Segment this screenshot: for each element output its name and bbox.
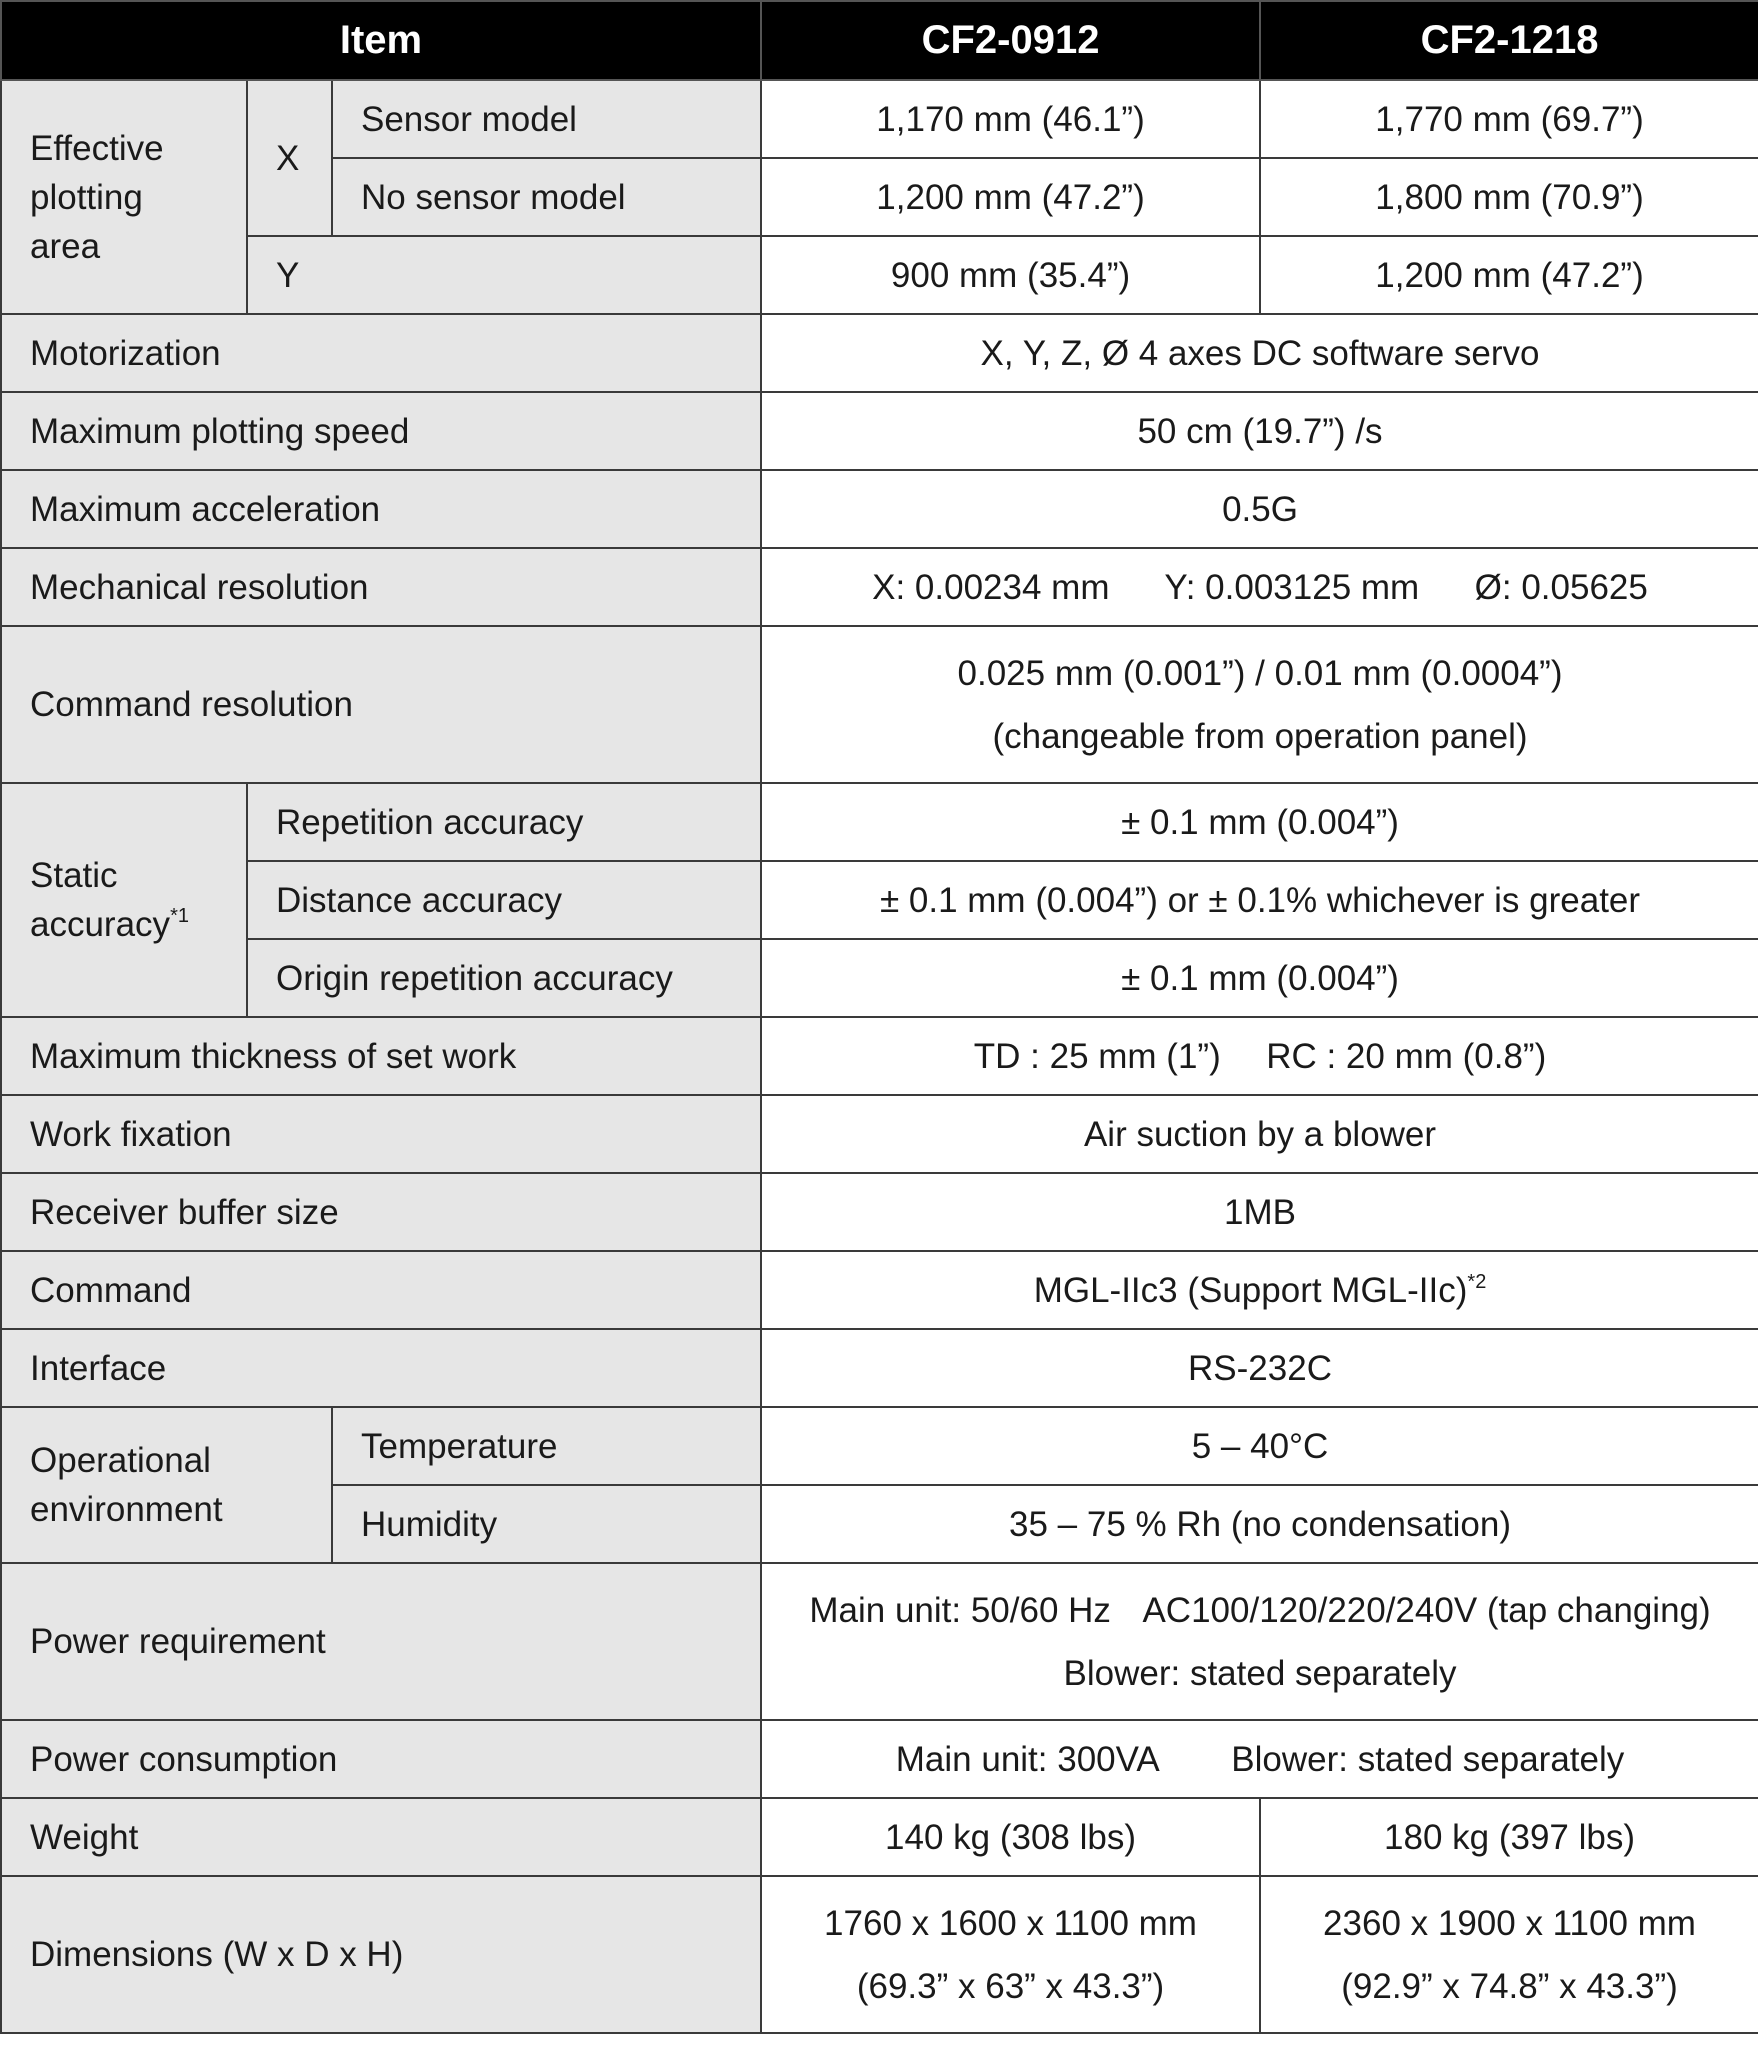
command-resolution-label: Command resolution	[1, 626, 761, 783]
row-power-requirement	[1, 1563, 1758, 1720]
max-accel-label: Maximum acceleration	[1, 470, 761, 548]
command-label: Command	[1, 1251, 761, 1329]
dimensions-label: Dimensions (W x D x H)	[1, 1876, 761, 2033]
max-speed-label: Maximum plotting speed	[1, 392, 761, 470]
header-model-cf2-1218: CF2-1218	[1260, 1, 1758, 80]
row-motorization	[1, 314, 1758, 392]
weight-cf2-0912: 140 kg (308 lbs)	[761, 1798, 1260, 1876]
dimensions-cf2-1218	[1260, 1876, 1758, 2033]
no-sensor-model-cf2-1218: 1,800 mm (70.9”)	[1260, 158, 1758, 236]
weight-cf2-1218: 180 kg (397 lbs)	[1260, 1798, 1758, 1876]
header-model-cf2-0912: CF2-0912	[761, 1, 1260, 80]
effective-area-label-line1: Effective	[30, 128, 164, 168]
max-thickness-td: TD : 25 mm (1”)	[973, 1036, 1221, 1076]
max-speed-value: 50 cm (19.7”) /s	[761, 392, 1758, 470]
dimensions-cf2-1218-line1: 2360 x 1900 x 1100 mm	[1323, 1903, 1696, 1943]
axis-x-label: X	[247, 80, 332, 236]
weight-label: Weight	[1, 1798, 761, 1876]
header-item: Item	[1, 1, 761, 80]
command-resolution-line2: (changeable from operation panel)	[992, 716, 1528, 756]
static-accuracy-label-line2: accuracy	[30, 905, 171, 944]
row-max-thickness	[1, 1017, 1758, 1095]
row-effective-area-y	[1, 236, 1758, 314]
sensor-model-cf2-0912: 1,170 mm (46.1”)	[761, 80, 1260, 158]
command-resolution-line1: 0.025 mm (0.001”) / 0.01 mm (0.0004”)	[957, 653, 1563, 693]
row-command-resolution	[1, 626, 1758, 783]
motorization-label: Motorization	[1, 314, 761, 392]
command-value-text: MGL-IIc3 (Support MGL-IIc)	[1033, 1270, 1468, 1310]
row-static-distance	[1, 861, 1758, 939]
temperature-label: Temperature	[332, 1407, 761, 1485]
distance-accuracy-value: ± 0.1 mm (0.004”) or ± 0.1% whichever is greater	[761, 861, 1758, 939]
no-sensor-model-label: No sensor model	[332, 158, 761, 236]
origin-repetition-value: ± 0.1 mm (0.004”)	[761, 939, 1758, 1017]
interface-label: Interface	[1, 1329, 761, 1407]
no-sensor-model-cf2-0912: 1,200 mm (47.2”)	[761, 158, 1260, 236]
distance-accuracy-label: Distance accuracy	[247, 861, 761, 939]
command-resolution-value	[761, 626, 1758, 783]
row-power-consumption	[1, 1720, 1758, 1798]
axis-y-label: Y	[247, 236, 761, 314]
effective-area-label-line3: area	[30, 226, 101, 266]
max-thickness-rc: RC : 20 mm (0.8”)	[1266, 1036, 1547, 1076]
dimensions-cf2-0912-line2: (69.3” x 63” x 43.3”)	[856, 1966, 1165, 2006]
axis-y-cf2-0912: 900 mm (35.4”)	[761, 236, 1260, 314]
effective-area-label	[1, 80, 247, 314]
environment-label-line2: environment	[30, 1490, 223, 1529]
power-requirement-main: Main unit: 50/60 Hz	[809, 1590, 1111, 1630]
row-static-repetition	[1, 783, 1758, 861]
power-requirement-ac: AC100/120/220/240V (tap changing)	[1142, 1590, 1711, 1630]
row-max-accel	[1, 470, 1758, 548]
footnote-2: *2	[1467, 1270, 1487, 1293]
power-consumption-main: Main unit: 300VA	[895, 1739, 1158, 1779]
dimensions-cf2-0912-line1: 1760 x 1600 x 1100 mm	[824, 1903, 1197, 1943]
temperature-value: 5 – 40°C	[761, 1407, 1758, 1485]
environment-label-line1: Operational	[30, 1441, 211, 1480]
mech-resolution-value	[761, 548, 1758, 626]
repetition-accuracy-label: Repetition accuracy	[247, 783, 761, 861]
row-effective-area-sensor	[1, 80, 1758, 158]
row-command	[1, 1251, 1758, 1329]
work-fixation-value: Air suction by a blower	[761, 1095, 1758, 1173]
effective-area-label-line2: plotting	[30, 177, 143, 217]
row-buffer-size	[1, 1173, 1758, 1251]
row-interface	[1, 1329, 1758, 1407]
row-weight	[1, 1798, 1758, 1876]
row-static-origin	[1, 939, 1758, 1017]
power-consumption-blower: Blower: stated separately	[1231, 1739, 1625, 1779]
power-requirement-value	[761, 1563, 1758, 1720]
mech-resolution-label: Mechanical resolution	[1, 548, 761, 626]
static-accuracy-label-line1: Static	[30, 856, 118, 895]
repetition-accuracy-value: ± 0.1 mm (0.004”)	[761, 783, 1758, 861]
row-dimensions	[1, 1876, 1758, 2033]
mech-resolution-y: Y: 0.003125 mm	[1164, 567, 1420, 607]
mech-resolution-phi: Ø: 0.05625	[1474, 567, 1648, 607]
row-max-speed	[1, 392, 1758, 470]
power-consumption-value	[761, 1720, 1758, 1798]
sensor-model-label: Sensor model	[332, 80, 761, 158]
humidity-value: 35 – 75 % Rh (no condensation)	[761, 1485, 1758, 1563]
mech-resolution-x: X: 0.00234 mm	[872, 567, 1110, 607]
motorization-value: X, Y, Z, Ø 4 axes DC software servo	[761, 314, 1758, 392]
row-mech-resolution	[1, 548, 1758, 626]
environment-label	[1, 1407, 332, 1563]
power-requirement-label: Power requirement	[1, 1563, 761, 1720]
row-work-fixation	[1, 1095, 1758, 1173]
header-row	[1, 1, 1758, 80]
humidity-label: Humidity	[332, 1485, 761, 1563]
buffer-size-label: Receiver buffer size	[1, 1173, 761, 1251]
power-requirement-blower: Blower: stated separately	[1063, 1653, 1457, 1693]
axis-y-cf2-1218: 1,200 mm (47.2”)	[1260, 236, 1758, 314]
row-environment-temperature	[1, 1407, 1758, 1485]
max-accel-value: 0.5G	[761, 470, 1758, 548]
footnote-1: *1	[170, 905, 189, 927]
static-accuracy-label	[1, 783, 247, 1017]
sensor-model-cf2-1218: 1,770 mm (69.7”)	[1260, 80, 1758, 158]
origin-repetition-label: Origin repetition accuracy	[247, 939, 761, 1017]
dimensions-cf2-1218-line2: (92.9” x 74.8” x 43.3”)	[1341, 1966, 1678, 2006]
max-thickness-value	[761, 1017, 1758, 1095]
command-value	[761, 1251, 1758, 1329]
power-consumption-label: Power consumption	[1, 1720, 761, 1798]
work-fixation-label: Work fixation	[1, 1095, 761, 1173]
dimensions-cf2-0912	[761, 1876, 1260, 2033]
max-thickness-label: Maximum thickness of set work	[1, 1017, 761, 1095]
interface-value: RS-232C	[761, 1329, 1758, 1407]
buffer-size-value: 1MB	[761, 1173, 1758, 1251]
